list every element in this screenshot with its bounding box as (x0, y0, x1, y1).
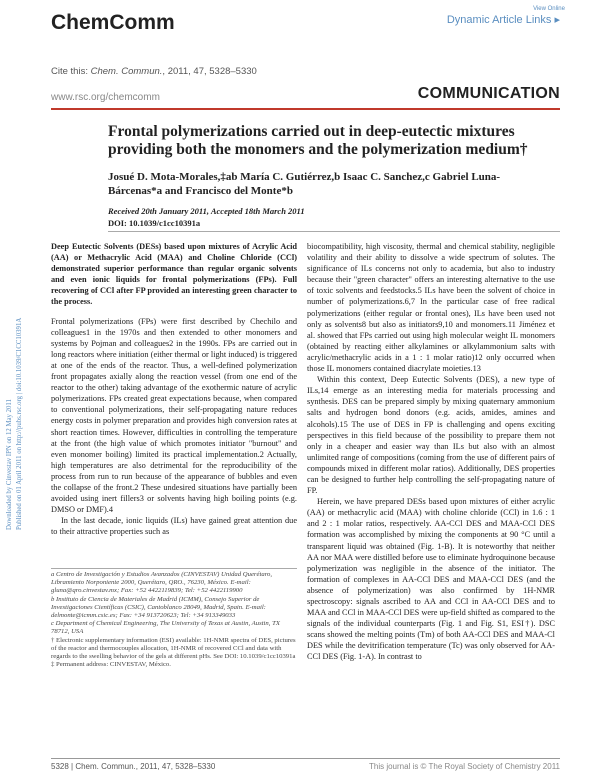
footnote-esi: † Electronic supplementary information (ESI) available: 1H-NMR spectra of DES, pictures of the reactor and thermocouples allocation, 1H-NMR of recovered CCl and data with regards to the swelling behavior of the gels at different pHs. See DOI: 10.1039/c1cc10391a (51, 636, 296, 661)
body-paragraph: biocompatibility, high viscosity, thermal and chemical stability, negligible volatility and their ability to dissolve a wide spectrum of solutes. The significance of ILs concerns not only to academia, but also to industry because their "green character" offers an interesting alternative to the use of toxic solvents and feedstocks.5 ILs have been the solvent of choice in number of polymerizations.6,7 In the particular case of free radical polymerizations (either regular or frontal ones), ILs have been used not only as solvents8 but also as initiators9,10 and monomers.11 Jiménez et al. showed that FPs carried out using high molecular weight IL monomers (obtained by reacting either alkylamines or alkylammonium salts with acrylic/methacrylic acids in a 1 : 1 molar ratio)12 only occurred when those IL monomers contained diacrylate moieties.13 (307, 242, 555, 374)
title-divider (108, 231, 560, 232)
cite-this (51, 66, 257, 77)
article-dates: Received 20th January 2011, Accepted 18th March 2011 (108, 206, 305, 216)
cite-journal: Chem. Commun. (90, 66, 163, 77)
footnote-affiliation-a: a Centro de Investigación y Estudios Avanzados (CINVESTAV) Unidad Querétaro, Libramiento Norponiente 2000, Querétaro, QRO., 76230, México. E-mail: gluna@qro.cinvestav.mx; Fax: +52 4422119839; Tel: +52 4422119900 (51, 571, 273, 595)
published-note[interactable]: Published on 01 April 2011 on http://pubs.rsc.org | doi:10.1039/C1CC10391A (16, 317, 23, 530)
footnote-divider (51, 568, 297, 569)
footer-divider (51, 758, 560, 759)
view-online-link[interactable]: View Online (533, 6, 565, 12)
body-paragraph: Within this context, Deep Eutectic Solvents (DES), a new type of ILs,14 emerge as an interesting media for materials processing and synthesis. DES can be prepared simply by mixing quaternary ammonium salts and hydrogen bond donors (e.g. acids, amides, amines and alcohols).15 The use of DES in FP is challenging and opens exciting perspectives in this field because of the possibility to prepare them not only in a cheaper and easier way than ILs but also with an almost unlimited range of compositions (coming from the use of different pairs of compounds mixed in different molar ratios). Additionally, DES properties can be designed to further help controlling the self-propagating nature of FP. (307, 375, 555, 496)
dynamic-article-links[interactable] (447, 13, 560, 26)
cite-rest: , 2011, 47, 5328–5330 (162, 66, 257, 77)
chevron-right-icon: ▸ (554, 14, 560, 26)
footnote-permanent: ‡ Permanent address: CINVESTAV, México. (51, 661, 171, 669)
footnote-affiliation-b: b Instituto de Ciencia de Materiales de Madrid (ICMM), Consejo Superior de Investigaciones Científicas (CSIC), Cantoblanco 28049, Madrid, Spain. E-mail: delmonte@icmm.csic.es; Fax: +34 913720623; Tel: +34 913349033 (51, 595, 266, 620)
body-paragraph: Frontal polymerizations (FPs) were first described by Chechilo and colleagues1 in the 1970s and then extended to other monomers and systems by Pojman and colleagues2 in the 1990s. FPs are carried out in long reactors where initiation (either thermal or light induced) is triggered at one of the ends of the reactor. Thus, a well-defined polymerization front propagates axially along the reaction vessel (from one end of the reactor to the other) taking advantage of the exothermic nature of acrylic polymerizations. FPs created great expectations because, when compared to conventional polymerizations, their self-propagating nature reduces energy costs in polymer preparation and provides high conversion rates at short reaction times. However, difficulties in controlling the temperature at the front (the high value of which promotes initiator "burnout" and even monomer boiling) limited its practical implementation.2 Actually, high temperatures are also detrimental for the reproducibility of the process from run to run because of the appearance of bubbles and even the collapse of the front.2 These undesired situations have partially been avoided using inert fillers3 or solvents having high boiling points (e.g. DMSO or DMF).4 (51, 316, 297, 515)
left-column (51, 241, 297, 537)
body-paragraph: Herein, we have prepared DESs based upon mixtures of either acrylic (AA) or methacrylic acid (MAA) with choline chloride (CCl) in 1.6 : 1 and 2 : 1 molar ratios, respectively. AA-CCl DES and MAA-CCl DES formation was accomplished by mixing the components at 90 °C until a transparent liquid was obtained (Fig. 1-B). It is noteworthy that neither AA nor MAA were distilled before use to eliminate hydroquinone because polymerization was negligible in the absence of the initiator. The formation of complexes in AA-CCl DES and MAA-CCl DES (and the absence of polymerization) was also confirmed by 1H-NMR spectroscopy: signals ascribed to AA and CCl in AA-CCl DES and to MAA and CCl in MAA-CCl DES were up-field shifted as compared to the signals of the individual counterparts (Fig. 1 and Fig. S1, ESI†). DSC scans showed the melting points (Tm) of both AA-CCl DES and MAA-Cl DES while the devitrification temperature (Tc) was only observed for AA-CCl DES (Fig. 1-A). In contrast to (307, 497, 555, 662)
footer-citation: 5328 | Chem. Commun., 2011, 47, 5328–5330 (51, 762, 216, 771)
body-paragraph: In the last decade, ionic liquids (ILs) have gained great attention due to their attractive properties such as (51, 516, 297, 537)
article-authors: Josué D. Mota-Morales,‡ab María C. Gutiérrez,b Isaac C. Sanchez,c Gabriel Luna-Bárcenas*a and Francisco del Monte*b (108, 171, 501, 197)
downloaded-note: Downloaded by Cinvestav IPN on 12 May 2011 (6, 399, 13, 530)
cite-prefix: Cite this: (51, 66, 88, 77)
journal-name: ChemComm (51, 11, 175, 34)
side-watermark (6, 200, 24, 530)
journal-website-link[interactable]: www.rsc.org/chemcomm (51, 92, 160, 103)
dynamic-links-label: Dynamic Article Links (446, 14, 552, 26)
abstract: Deep Eutectic Solvents (DESs) based upon mixtures of Acrylic Acid (AA) or Methacrylic Acid (MAA) and Choline Chloride (CCl) demonstrated superior performance than regular organic solvents and even ionic liquids for frontal polymerizations (FPs). Full recovering of CCl after FP provided an interesting green character to the process. (51, 242, 297, 307)
footer-copyright: This journal is © The Royal Society of Chemistry 2011 (368, 762, 560, 771)
article-doi[interactable]: DOI: 10.1039/c1cc10391a (108, 218, 201, 228)
header-divider (51, 108, 560, 110)
article-title: Frontal polymerizations carried out in deep-eutectic mixtures providing both the monomers and the polymerization medium† (108, 123, 528, 158)
article-type: COMMUNICATION (417, 85, 560, 102)
footnote-affiliation-c: c Department of Chemical Engineering, The University of Texas at Austin, Austin, TX 78712, USA (51, 620, 280, 636)
right-column (307, 241, 555, 663)
footnotes (51, 571, 297, 669)
